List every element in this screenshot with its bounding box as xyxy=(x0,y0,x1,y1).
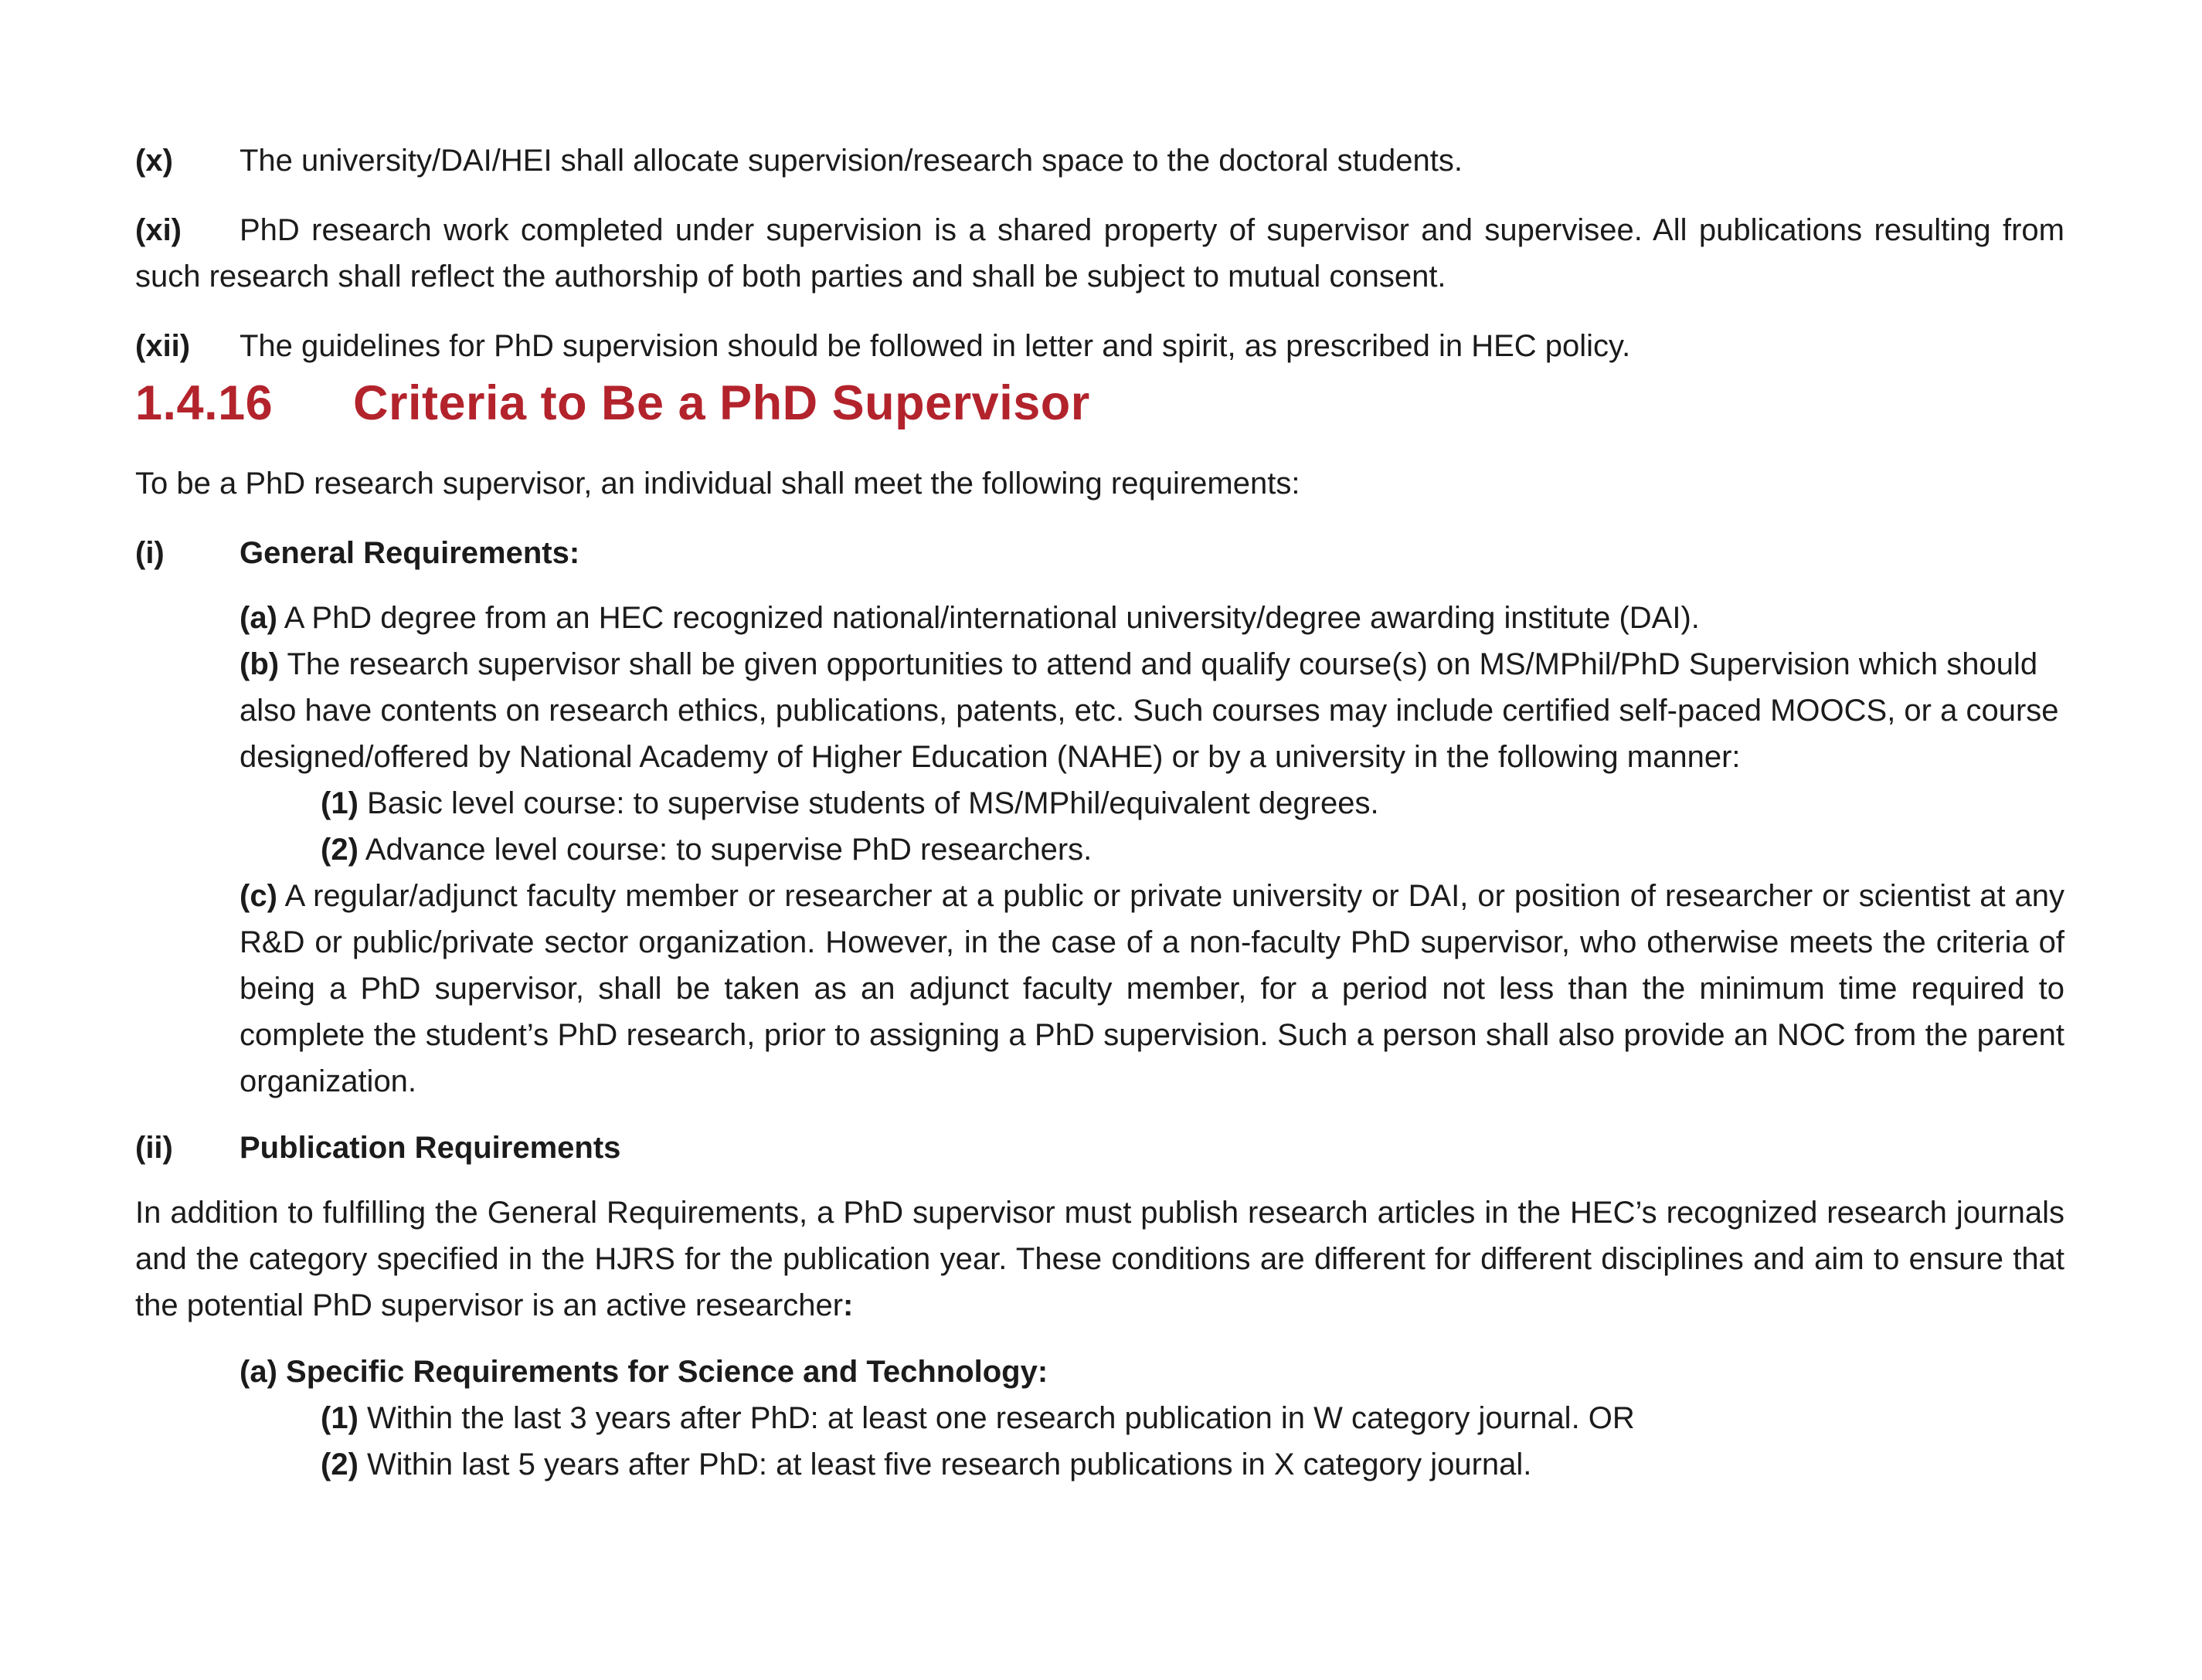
specific-requirements-list xyxy=(135,1349,2064,1488)
clause-xi-marker: (xi) xyxy=(135,213,182,247)
publication-intro-text: In addition to fulfilling the General Requirements, a PhD supervisor must publish research articles in the HEC’s recognized research journals and the category specified in the HJRS for the publication year. These conditions are different for different disciplines and aim to ensure that the potential PhD supervisor is an active researcher xyxy=(135,1196,2064,1322)
clause-xi-text: PhD research work completed under supervision is a shared property of supervisor and supervisee. All publications resulting from such research shall reflect the authorship of both parties and shall be subject to mutual consent. xyxy=(135,213,2064,294)
general-item-b-sub-2 xyxy=(240,826,2064,873)
general-item-c-text: A regular/adjunct faculty member or researcher at a public or private university or DAI, or position of researcher or scientist at any R&D or public/private sector organization. However, in the case of a non-faculty PhD supervisor, who otherwise meets the criteria of being a PhD supervisor, shall be taken as an adjunct faculty member, for a period not less than the minimum time required to complete the student’s PhD research, prior to assigning a PhD supervision. Such a person shall also provide an NOC from the parent organization. xyxy=(240,879,2065,1098)
general-item-b-sub-2-marker: (2) xyxy=(321,833,359,867)
specific-requirements-heading xyxy=(240,1349,2064,1395)
publication-requirements-heading xyxy=(135,1125,2064,1171)
clause-x-text: The university/DAI/HEI shall allocate supervision/research space to the doctoral students. xyxy=(240,144,1463,178)
publication-intro-colon: : xyxy=(843,1288,854,1322)
general-requirements-heading xyxy=(135,530,2064,576)
clause-x xyxy=(135,137,2064,184)
section-number: 1.4.16 xyxy=(135,376,274,430)
specific-sub-1-marker: (1) xyxy=(321,1401,359,1435)
general-item-c-marker: (c) xyxy=(240,879,277,913)
specific-sub-1 xyxy=(240,1395,2064,1441)
general-item-a-marker: (a) xyxy=(240,601,277,635)
publication-requirements-title: Publication Requirements xyxy=(240,1131,621,1165)
general-item-b xyxy=(240,641,2064,780)
clause-x-marker: (x) xyxy=(135,144,173,178)
general-item-b-sub-2-text: Advance level course: to supervise PhD researchers. xyxy=(365,833,1093,867)
general-item-b-sub-1-text: Basic level course: to supervise students of MS/MPhil/equivalent degrees. xyxy=(367,786,1379,820)
general-item-b-marker: (b) xyxy=(240,647,280,681)
general-item-a-text: A PhD degree from an HEC recognized national/international university/degree awarding institute (DAI). xyxy=(284,601,1700,635)
general-requirements-list xyxy=(135,595,2064,1105)
section-title: Criteria to Be a PhD Supervisor xyxy=(353,376,1090,430)
section-intro: To be a PhD research supervisor, an individual shall meet the following requirements: xyxy=(135,467,1300,501)
general-item-b-sub-1-marker: (1) xyxy=(321,786,359,820)
specific-sub-2-text: Within last 5 years after PhD: at least five research publications in X category journal. xyxy=(367,1448,1532,1481)
clause-xi xyxy=(135,207,2064,300)
general-item-a xyxy=(240,595,2064,641)
general-requirements-marker: (i) xyxy=(135,536,165,570)
general-requirements-title: General Requirements: xyxy=(240,536,580,570)
specific-requirements-marker: (a) xyxy=(240,1355,277,1389)
general-item-b-sub-1 xyxy=(240,780,2064,826)
general-item-c xyxy=(240,873,2064,1105)
section-heading xyxy=(135,372,2064,434)
clause-xii xyxy=(135,323,2064,369)
specific-sub-2-marker: (2) xyxy=(321,1448,359,1481)
clause-xii-marker: (xii) xyxy=(135,329,191,363)
specific-requirements-title: Specific Requirements for Science and Technology: xyxy=(286,1355,1048,1389)
publication-intro xyxy=(135,1190,2064,1329)
general-item-b-text: The research supervisor shall be given opportunities to attend and qualify course(s) on MS/MPhil/PhD Supervision which should also have contents on research ethics, publications, patents, etc. Such courses may include certified self-paced MOOCS, or a course designed/offered by National Academy of Higher Education (NAHE) or by a university in the following manner: xyxy=(240,647,2059,774)
publication-requirements-marker: (ii) xyxy=(135,1131,173,1165)
clause-xii-text: The guidelines for PhD supervision should be followed in letter and spirit, as prescribed in HEC policy. xyxy=(240,329,1631,363)
specific-sub-2 xyxy=(240,1441,2064,1488)
specific-sub-1-text: Within the last 3 years after PhD: at least one research publication in W category journal. OR xyxy=(367,1401,1635,1435)
